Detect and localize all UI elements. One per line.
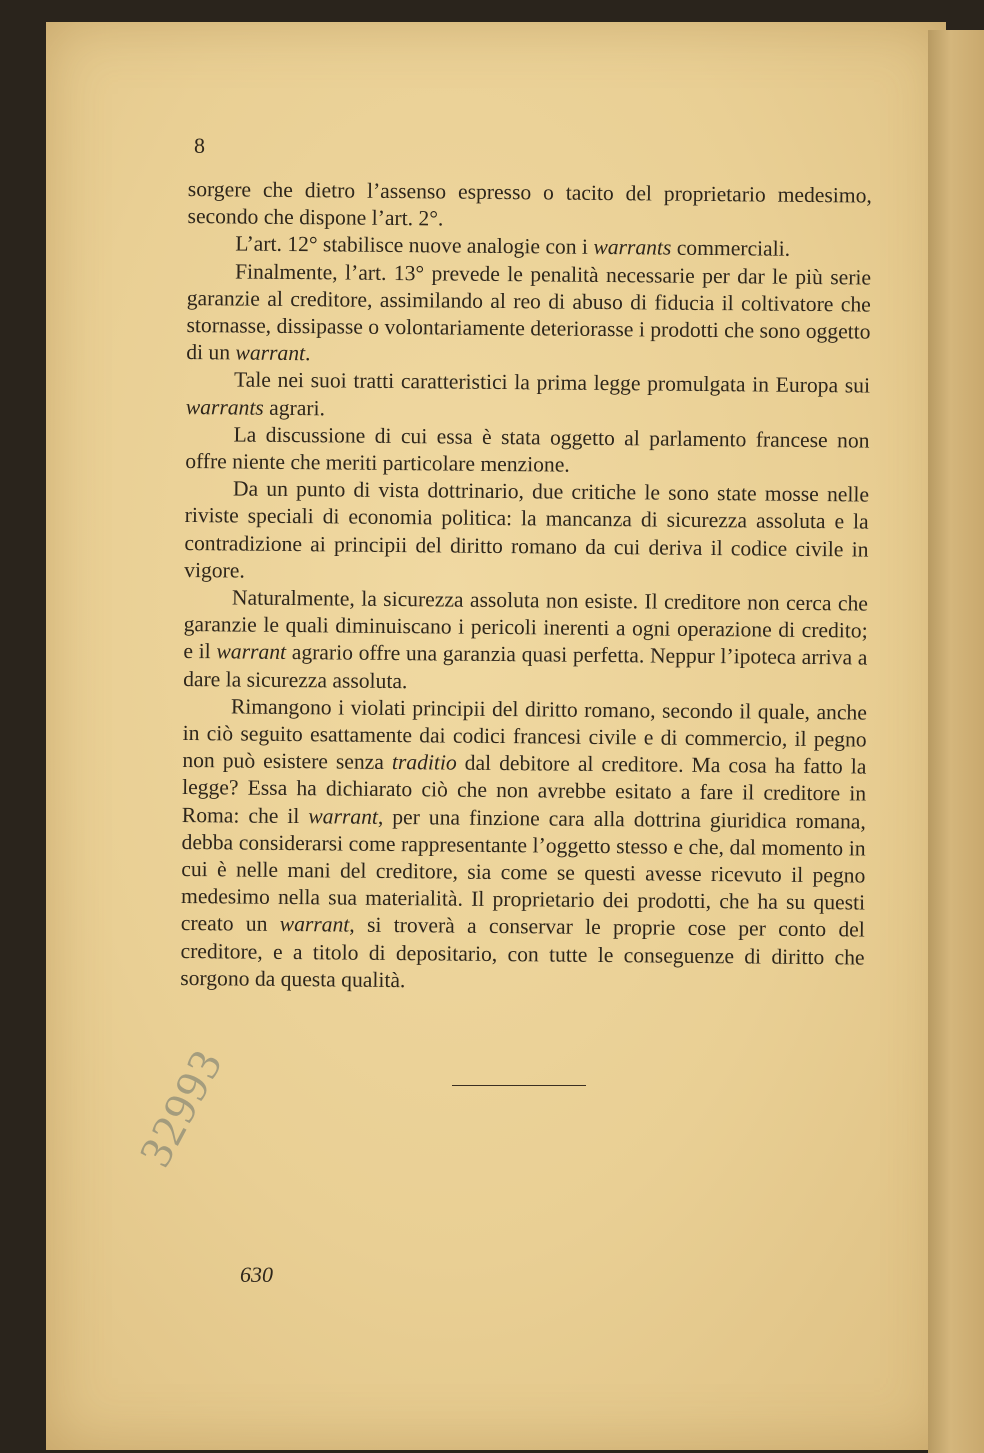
paragraph: L’art. 12° stabilisce nuove analogie con i warrants commerciali. — [235, 231, 791, 262]
footer-number: 630 — [240, 1262, 273, 1287]
paragraph: Naturalmente, la sicurezza assoluta non esiste. Il creditore non cerca che garanzie le quali diminuiscano i pericoli inerenti a ogni operazione di credito; e il warrant agrario offre una garanzia quasi perfetta. Neppur l’ipoteca arriva a dare la sicurezza assoluta. — [183, 585, 869, 693]
body-text — [180, 176, 872, 999]
paragraph: Da un punto di vista dottrinario, due critiche le sono state mosse nelle riviste speciali di economia politica: la mancanza di sicurezza assoluta e la contradizione ai principii del diritto romano da cui deriva il codice civile in vigore. — [184, 476, 870, 583]
paragraph: sorgere che dietro l’assenso espresso o tacito del proprietario medesimo, secondo che dispone l’art. 2°. — [187, 176, 872, 231]
end-rule — [452, 1085, 586, 1086]
adjacent-page-edge — [928, 30, 984, 1453]
paragraph: Tale nei suoi tratti caratteristici la prima legge promulgata in Europa sui warrants agrari. — [185, 367, 871, 420]
paragraph: Rimangono i violati principii del diritto romano, secondo il quale, anche in ciò seguito esattamente dai codici francesi civile e di commercio, il pegno non può esistere senza traditio dal debitore al creditore. Ma cosa ha fatto la legge? Essa ha dichiarato ciò che non avrebbe esitato a fare il creditore in Roma: che il warrant, per una finzione cara alla dottrina giuridica romana, debba considerarsi come rappresentante l’oggetto stesso e che, dal momento in cui è nelle mani del creditore, sia come se questi avesse ricevuto il pegno medesimo nella sua materialità. Il proprietario dei prodotti, che ha su questi creato un warrant, si troverà a conservar le proprie cose per conto del creditore, e a titolo di depositario, con tutte le conseguenze di diritto che sorgono da questa qualità. — [180, 694, 867, 993]
page-number: 8 — [194, 133, 205, 158]
library-stamp: 32993 — [128, 1040, 233, 1175]
paragraph: Finalmente, l’art. 13° prevede le penalità necessarie per dar le più serie garanzie al creditore, assimilando al reo di abuso di fiducia il coltivatore che stornasse, dissipasse o volontariamente deteriorasse i prodotti che sono oggetto di un warrant. — [186, 259, 872, 366]
paragraph: La discussione di cui essa è stata oggetto al parlamento francese non offre niente che meriti particolare menzione. — [185, 422, 870, 477]
